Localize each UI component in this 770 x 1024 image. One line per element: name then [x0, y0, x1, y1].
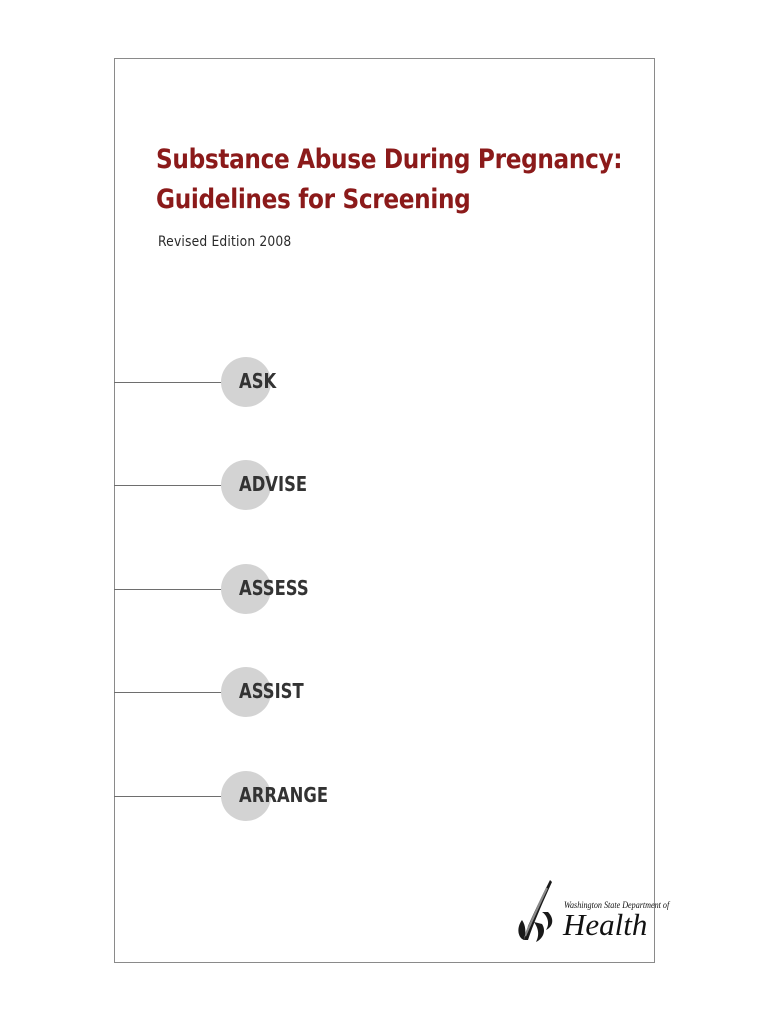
step-connector-line	[114, 692, 224, 693]
title-line-1: Substance Abuse During Pregnancy:	[156, 144, 623, 175]
step-advise	[114, 460, 414, 510]
step-label: ASSIST	[239, 679, 304, 703]
doh-logo-mark-icon	[514, 878, 564, 948]
step-assess	[114, 564, 414, 614]
doh-logo-org-line: Washington State Department of	[564, 900, 670, 910]
step-ask	[114, 357, 414, 407]
step-connector-line	[114, 382, 224, 383]
document-title	[156, 140, 622, 220]
step-connector-line	[114, 796, 224, 797]
step-label: ARRANGE	[239, 783, 329, 807]
step-label: ASK	[239, 369, 277, 393]
step-connector-line	[114, 485, 224, 486]
step-arrange	[114, 771, 414, 821]
doh-logo	[514, 878, 670, 948]
step-assist	[114, 667, 414, 717]
step-label: ASSESS	[239, 576, 309, 600]
doh-logo-wordmark: Health	[563, 907, 648, 942]
edition-subtitle: Revised Edition 2008	[158, 234, 292, 250]
step-label: ADVISE	[239, 472, 308, 496]
step-connector-line	[114, 589, 224, 590]
title-line-2: Guidelines for Screening	[156, 184, 471, 215]
